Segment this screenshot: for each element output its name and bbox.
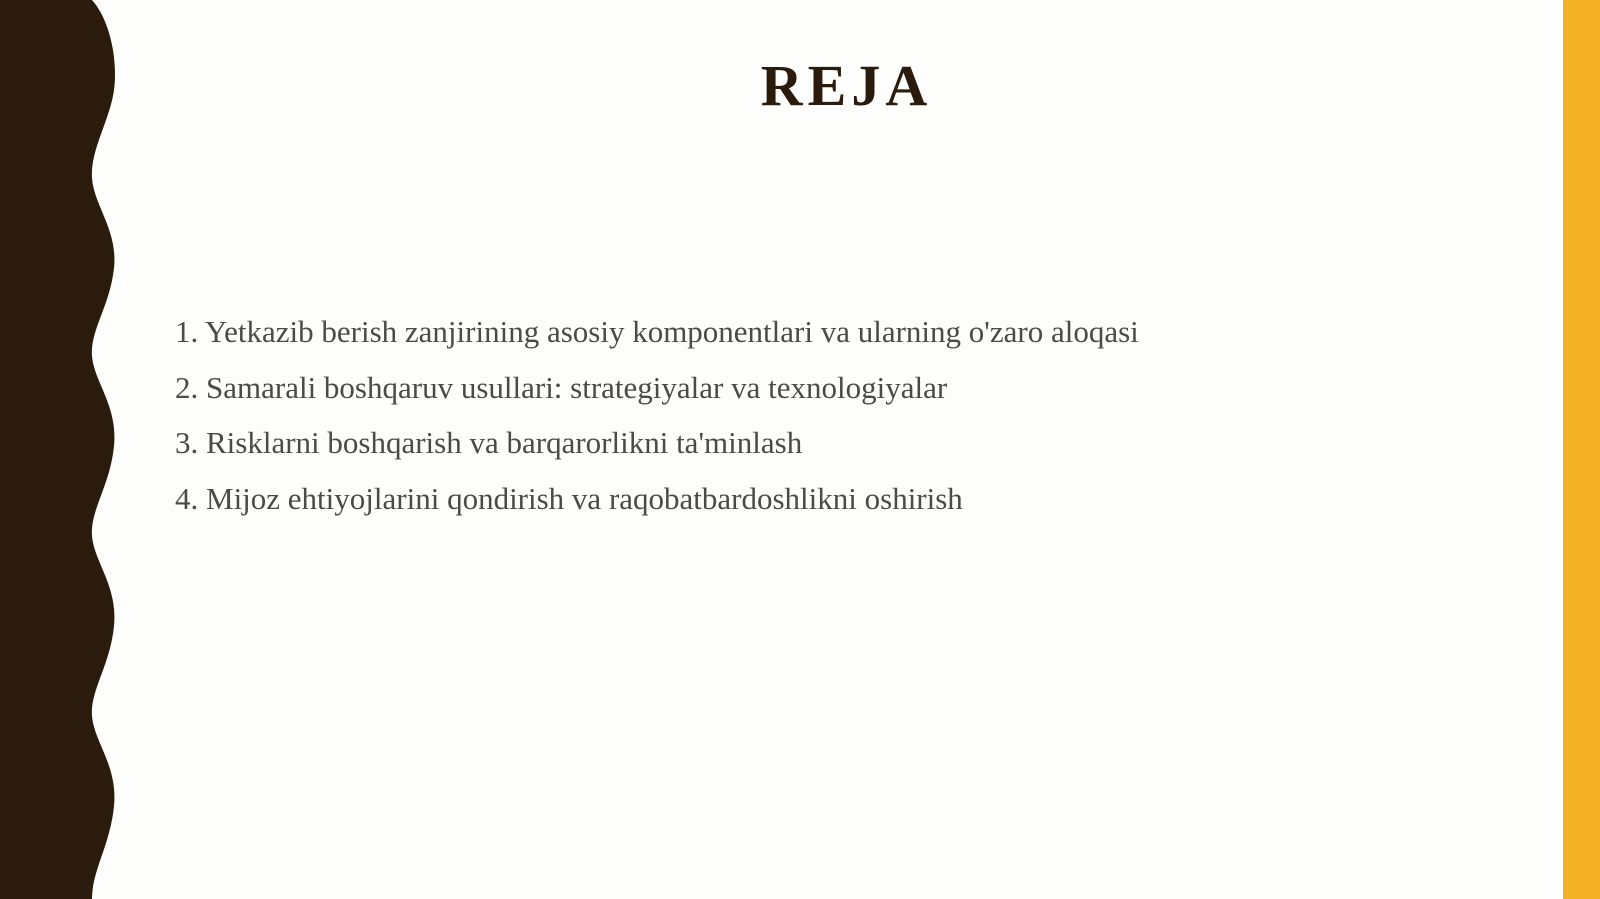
right-accent-bar [1563, 0, 1600, 899]
left-wave-band [0, 0, 130, 899]
agenda-item: 4. Mijoz ehtiyojlarini qondirish va raqobatbardoshlikni oshirish [175, 480, 963, 516]
slide-title: REJA [760, 53, 933, 118]
agenda-item: 1. Yetkazib berish zanjirining asosiy komponentlari va ularning o'zaro aloqasi [175, 314, 1139, 349]
agenda-list [175, 308, 1139, 530]
agenda-item: 3. Risklarni boshqarish va barqarorlikni ta'minlash [175, 425, 803, 460]
agenda-item: 2. Samarali boshqaruv usullari: strategiyalar va texnologiyalar [175, 369, 948, 405]
